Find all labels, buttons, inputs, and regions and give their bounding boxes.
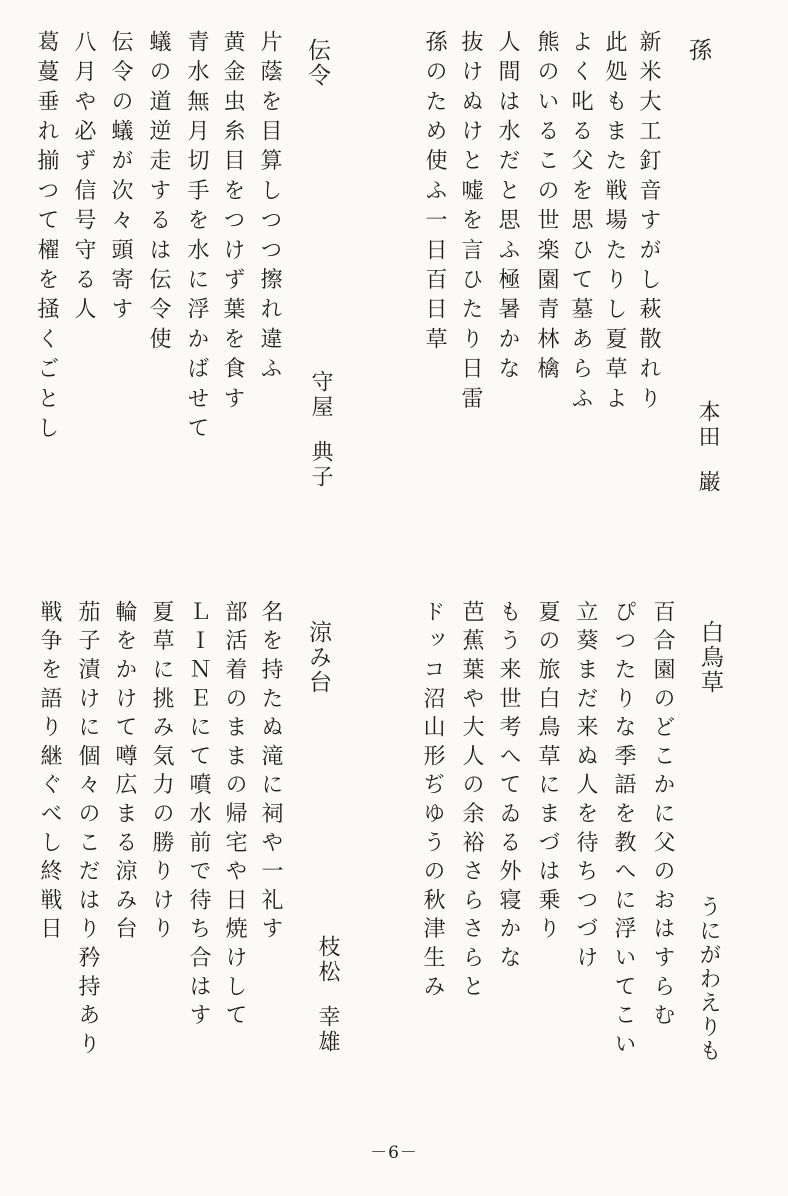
haiku-3-7: ドッコ沼山形ぢゆうの秋津生み xyxy=(420,600,445,1004)
haiku-4-2: 部活着のままの帰宅や日焼けして xyxy=(222,600,247,1032)
haiku-2-6: 八月や必ず信号守る人 xyxy=(71,30,96,327)
haiku-2-7: 葛蔓垂れ揃つて櫂を掻くごとし xyxy=(34,30,59,446)
haiku-4-4: 夏草に挑み気力の勝りけり xyxy=(149,600,174,946)
haiku-2-5: 伝令の蟻が次々頭寄す xyxy=(108,30,133,327)
haiku-1-3: よく叱る父を思ひて墓あらふ xyxy=(568,30,593,417)
haiku-3-4: 夏の旅白鳥草にまづは乗り xyxy=(535,600,560,946)
author-given-edamatsu: 幸雄 xyxy=(315,1005,340,1055)
section-title-suzumidai: 涼み台 xyxy=(305,620,331,695)
author-surname-edamatsu: 枝松 xyxy=(315,935,340,985)
page-number: －6－ xyxy=(370,1143,418,1163)
author-given-honda: 巌 xyxy=(695,470,720,495)
haiku-3-3: 立葵まだ来ぬ人を待ちつづけ xyxy=(573,600,598,975)
section-title-denrei: 伝令 xyxy=(304,38,330,88)
haiku-1-4: 熊のいるこの世楽園青林檎 xyxy=(534,30,559,387)
haiku-4-1: 名を持たぬ滝に祠や一礼す xyxy=(258,600,283,946)
haiku-4-3: ＬＩＮＥにて噴水前で待ち合はす xyxy=(186,600,211,1032)
haiku-2-3: 青水無月切手を水に浮かばせて xyxy=(184,30,209,446)
haiku-4-7: 戦争を語り継ぐべし終戦日 xyxy=(37,600,62,946)
section-title-mago: 孫 xyxy=(685,38,711,63)
haiku-2-1: 片蔭を目算しつつ擦れ違ふ xyxy=(257,30,282,387)
author-surname-honda: 本田 xyxy=(695,400,720,450)
haiku-1-1: 新米大工釘音すがし萩散れり xyxy=(636,30,661,417)
author-given-moriya: 典子 xyxy=(308,440,333,490)
haiku-4-5: 輪をかけて噂広まる涼み台 xyxy=(112,600,137,946)
author-unigawa-erimo: うにがわえりも xyxy=(696,895,721,1063)
author-surname-moriya: 守屋 xyxy=(308,370,333,420)
haiku-1-2: 此処もまた戦場たりし夏草よ xyxy=(602,30,627,417)
haiku-1-6: 抜けぬけと嘘を言ひたり日雷 xyxy=(458,30,483,417)
haiku-3-2: ぴつたりな季語を教へに浮いてこい xyxy=(611,600,636,1061)
haiku-3-5: もう来世考へてゐる外寝かな xyxy=(496,600,521,975)
haiku-2-2: 黄金虫糸目をつけず葉を食す xyxy=(220,30,245,417)
section-title-hakuchousou: 白鳥草 xyxy=(697,620,723,695)
haiku-4-6: 茄子漬けに個々のこだはり矜持あり xyxy=(75,600,100,1061)
haiku-1-5: 人間は水だと思ふ極暑かな xyxy=(495,30,520,387)
haiku-3-6: 芭蕉葉や大人の余裕さらさらと xyxy=(459,600,484,1004)
haiku-2-4: 蟻の道逆走するは伝令使 xyxy=(146,30,171,357)
haiku-3-1: 百合園のどこかに父のおはすらむ xyxy=(650,600,675,1032)
haiku-1-7: 孫のため使ふ一日百日草 xyxy=(422,30,447,357)
